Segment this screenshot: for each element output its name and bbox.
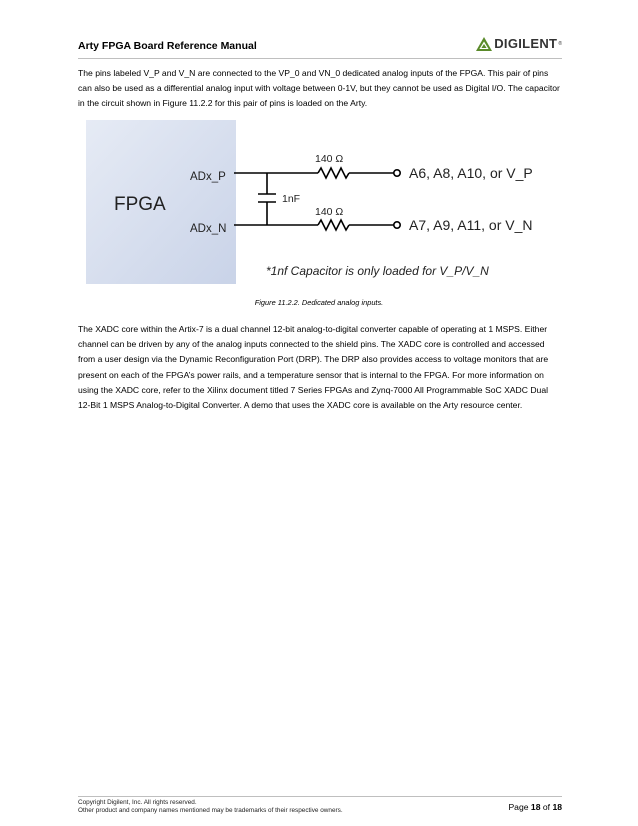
logo-text: DIGILENT	[494, 36, 558, 51]
resistor-bottom	[318, 220, 349, 230]
page-of: of	[542, 802, 551, 812]
output-top-label: A6, A8, A10, or V_P	[409, 165, 533, 181]
trademark-text: Other product and company names mentioned may be trademarks of their respective owners.	[78, 806, 343, 814]
pin-label-p: ADx_P	[190, 171, 226, 183]
page-header	[78, 36, 562, 59]
manual-title: Arty FPGA Board Reference Manual	[78, 40, 257, 52]
intro-paragraph: The pins labeled V_P and V_N are connected to the VP_0 and VN_0 dedicated analog inputs of the FPGA. This pair of pins can also be used as a differential analog input with voltage between 0-1V, but they cannot be used as Digital I/O. The capacitor in the circuit shown in Figure 11.2.2 for this pair of pins is loaded on the Arty.	[78, 68, 560, 109]
logo-trademark: ®	[558, 40, 562, 47]
page-total: 18	[552, 802, 562, 812]
page-number	[508, 802, 562, 812]
resistor-bottom-label: 140 Ω	[315, 206, 344, 218]
resistor-top	[318, 168, 349, 178]
page-word: Page	[508, 802, 529, 812]
digilent-logo	[476, 36, 562, 51]
digilent-triangle-icon	[476, 37, 492, 51]
figure-caption: Figure 11.2.2. Dedicated analog inputs.	[254, 298, 384, 307]
terminal-top	[394, 170, 400, 176]
xadc-paragraph: The XADC core within the Artix-7 is a dual channel 12-bit analog-to-digital converter capable of operating at 1 MSPS. Either channel can be driven by any of the analog inputs connected to the shield pins. The XADC core is controlled and accessed from a user design via the Dynamic Reconfiguration Port (DRP). The DRP also provides access to voltage monitors that are present on each of the FPGA’s power rails, and a temperature sensor that is internal to the FPGA. For more information on using the XADC core, refer to the Xilinx document titled 7 Series FPGAs and Zynq-7000 All Programmable SoC XADC Dual 12-Bit 1 MSPS Analog-to-Digital Converter. A demo that uses the XADC core is available on the Arty resource center.	[78, 324, 549, 411]
copyright-text: Copyright Digilent, Inc. All rights reserved.	[78, 799, 197, 806]
output-bottom-label: A7, A9, A11, or V_N	[409, 217, 533, 233]
page-current: 18	[530, 802, 541, 812]
capacitor-note: *1nf Capacitor is only loaded for V_P/V_N	[266, 264, 489, 278]
page-footer	[78, 796, 562, 823]
resistor-top-label: 140 Ω	[315, 153, 344, 165]
fpga-block-label: FPGA	[114, 194, 166, 215]
capacitor-label: 1nF	[282, 193, 301, 205]
analog-input-circuit-diagram	[86, 118, 554, 288]
pin-label-n: ADx_N	[190, 223, 227, 235]
terminal-bottom	[394, 222, 400, 228]
footer-legal	[78, 799, 343, 815]
